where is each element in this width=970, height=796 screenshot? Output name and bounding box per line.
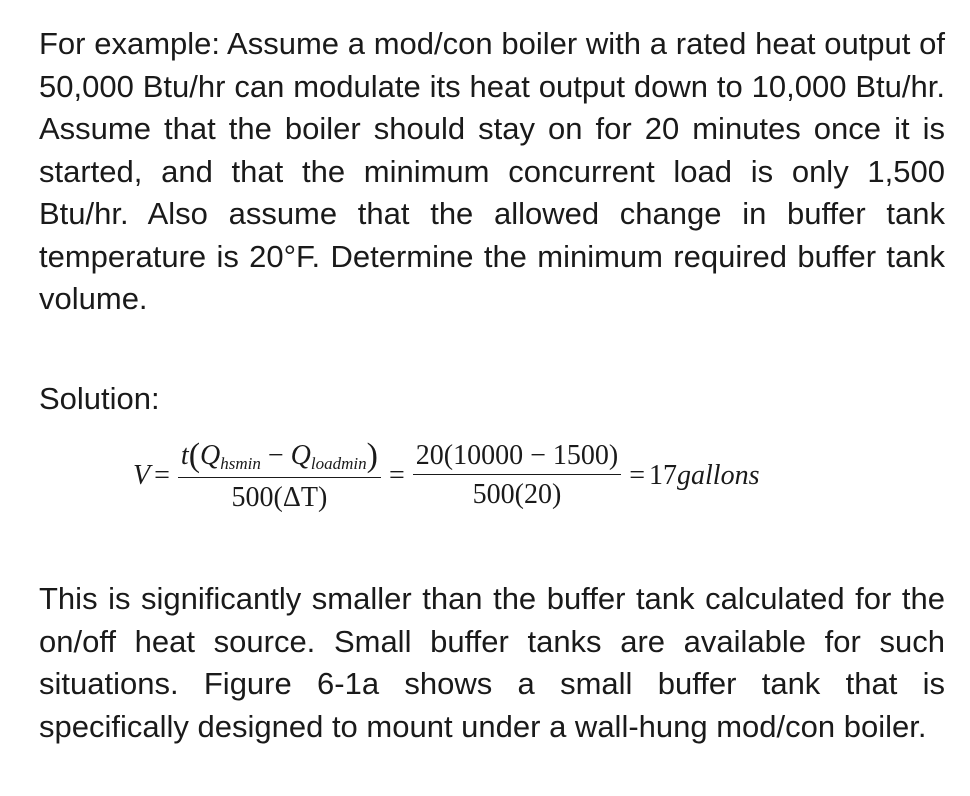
eq-lhs: V	[133, 459, 151, 491]
eq-numerator-numeric: 20(10000 − 1500)	[415, 439, 619, 471]
eq-result-value: 17	[649, 459, 678, 491]
eq-fraction-symbolic	[178, 437, 381, 515]
eq-equals-1: =	[154, 459, 170, 491]
eq-equals-2: =	[388, 459, 405, 491]
eq-denominator-symbolic: 500(ΔT)	[231, 482, 328, 514]
example-paragraph: For example: Assume a mod/con boiler with a rated heat output of 50,000 Btu/hr can modulate its heat output down to 10,000 Btu/hr. Assume that the boiler should stay on for 20 minutes once it is started, and that the minimum concurrent load is only 1,500 Btu/hr. Also assume that the allowed change in buffer tank temperature is 20°F. Determine the minimum required buffer tank volume.	[39, 26, 945, 316]
solution-label: Solution:	[39, 381, 160, 416]
eq-denominator-numeric: 500(20)	[472, 479, 562, 511]
eq-result-unit: gallons	[677, 459, 760, 491]
buffer-volume-equation	[133, 428, 759, 523]
conclusion-paragraph: This is significantly smaller than the buffer tank calculated for the on/off heat source. Small buffer tanks are available for such situations. Figure 6-1a shows a small buffer tank that is specifically designed to mount under a wall-hung mod/con boiler.	[39, 581, 945, 744]
eq-fraction-numeric	[413, 440, 621, 512]
eq-numerator-symbolic: $t(Q_{hsmin} - Q_{loadmin})$	[180, 436, 378, 474]
eq-equals-3: =	[629, 459, 646, 491]
